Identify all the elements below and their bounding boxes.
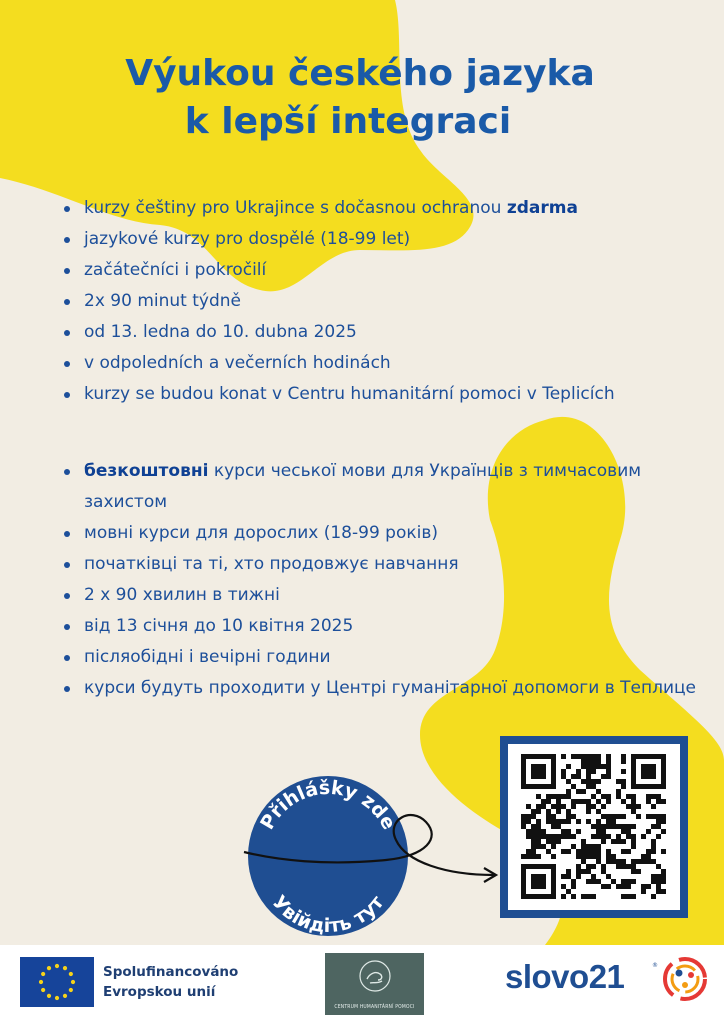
chp-logo	[325, 953, 424, 1015]
ukrainian-course-list	[62, 456, 702, 704]
list-item: від 13 січня до 10 квітня 2025	[62, 611, 702, 642]
title-line-2: k lepší integraci	[184, 101, 512, 142]
eu-flag-icon	[20, 957, 94, 1007]
qr-code[interactable]	[508, 744, 680, 910]
czech-course-list	[62, 193, 702, 410]
badge-top-text: Přihlášky zde	[256, 776, 400, 834]
chp-text: CENTRUM HUMANITÁRNÍ POMOCI	[334, 1004, 415, 1010]
eu-cofinanced-text	[103, 962, 238, 1002]
slovo21-logo-text: slovo21	[505, 958, 625, 995]
list-item: v odpoledních a večerních hodinách	[62, 348, 702, 379]
arrow-icon	[236, 780, 506, 900]
slovo21-emblem-icon	[661, 955, 709, 1003]
list-item: безкоштовні курси чеської мови для Українців з тимчасовим захистом	[62, 456, 644, 518]
list-item: післяобідні і вечірні години	[62, 642, 702, 673]
eu-line-1: Spolufinancováno	[103, 964, 239, 980]
eu-line-2: Evropskou unií	[103, 984, 216, 1000]
registered-mark: ®	[652, 962, 658, 969]
list-item: мовні курси для дорослих (18-99 років)	[62, 518, 702, 549]
list-item: курси будуть проходити у Центрі гуманітарної допомоги в Теплице	[62, 673, 724, 704]
helping-hands-icon	[358, 959, 392, 993]
qr-code-icon	[508, 744, 680, 910]
list-item: kurzy se budou konat v Centru humanitární pomoci v Teplicích	[62, 379, 674, 410]
list-item: 2 х 90 хвилин в тижні	[62, 580, 702, 611]
list-item: 2x 90 minut týdně	[62, 286, 702, 317]
list-item: začátečníci i pokročilí	[62, 255, 702, 286]
title-line-1: Výukou českého jazyka	[125, 53, 595, 94]
qr-code-frame[interactable]	[500, 736, 688, 918]
list-item: od 13. ledna do 10. dubna 2025	[62, 317, 702, 348]
list-item: jazykové kurzy pro dospělé (18-99 let)	[62, 224, 702, 255]
list-item: kurzy češtiny pro Ukrajince s dočasnou ochranou zdarma	[62, 193, 702, 224]
list-item: початківці та ті, хто продовжує навчання	[62, 549, 702, 580]
badge-bottom-text: Увійдіть тут	[267, 891, 389, 936]
